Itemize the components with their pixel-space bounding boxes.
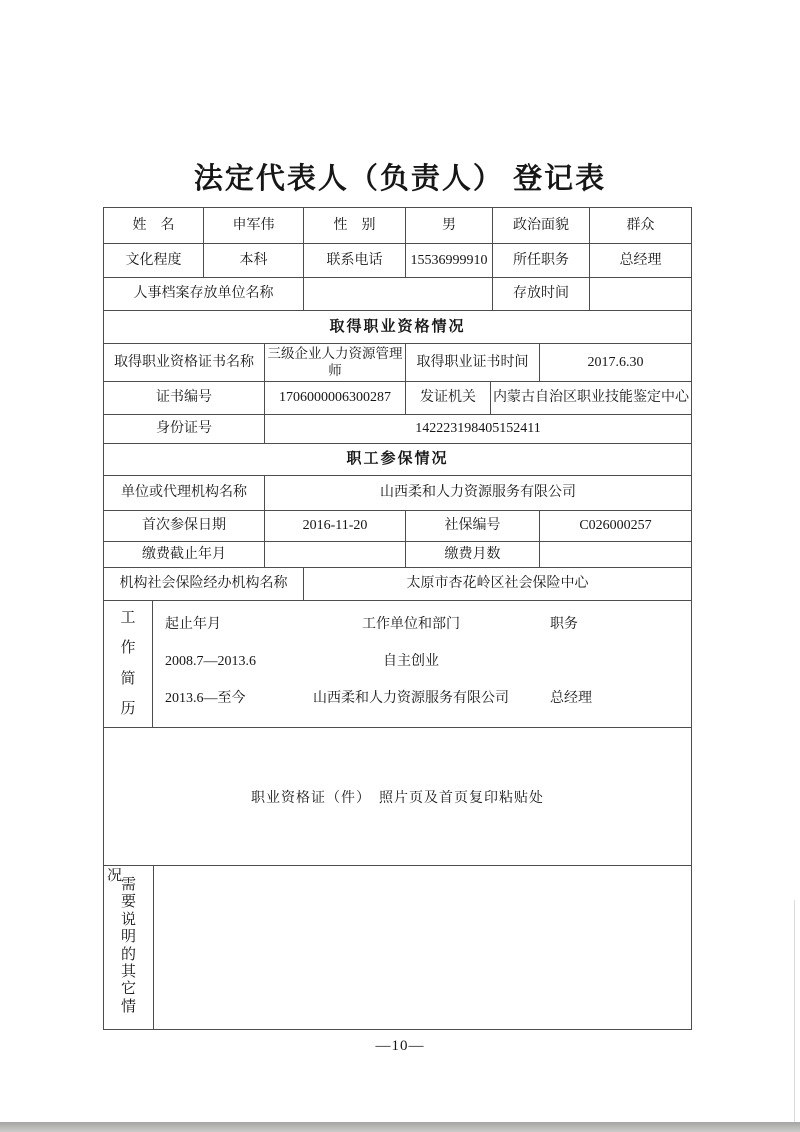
row-education-phone-position (104, 244, 691, 278)
ss-no-label: 社保编号 (406, 511, 540, 541)
issuer-value: 内蒙古自治区职业技能鉴定中心 (493, 390, 689, 406)
page-number: —10— (375, 1038, 425, 1054)
cert-name-label: 取得职业资格证书名称 (104, 344, 265, 381)
insurance-section-title: 职工参保情况 (346, 451, 449, 468)
education-label: 文化程度 (104, 244, 204, 277)
work-period: 2008.7—2013.6 (165, 653, 256, 669)
notes-label-char: 明 (121, 929, 137, 946)
qualification-section-title: 取得职业资格情况 (329, 318, 466, 335)
form-title: 法定代表人（负责人） 登记表 (193, 163, 607, 195)
political-value: 群众 (626, 217, 655, 233)
registration-form-table (103, 207, 692, 1030)
work-history-row (153, 643, 691, 680)
gender-label: 性 别 (304, 208, 406, 243)
archive-value (304, 278, 493, 310)
row-notes (104, 866, 691, 1029)
work-col-employer: 工作单位和部门 (362, 616, 460, 632)
pay-until-value (265, 542, 406, 567)
work-history-side-char: 作 (120, 640, 136, 657)
notes-label-stack (121, 877, 136, 1016)
political-label: 政治面貌 (493, 208, 590, 243)
row-archive (104, 278, 691, 311)
agency-value: 太原市杏花岭区社会保险中心 (406, 576, 589, 592)
insurance-org-value: 山西柔和人力资源服务有限公司 (380, 485, 576, 501)
work-employer: 山西柔和人力资源服务有限公司 (313, 690, 509, 706)
row-name-gender-political (104, 208, 691, 244)
notes-side-label (104, 866, 154, 1029)
name-label: 姓 名 (104, 208, 204, 243)
pay-until-label: 缴费截止年月 (104, 542, 265, 567)
row-insurance-org (104, 476, 691, 511)
pay-months-value (540, 542, 691, 567)
work-history-side-char: 工 (120, 610, 136, 626)
work-col-position: 职务 (550, 616, 578, 632)
id-value: 142223198405152411 (415, 421, 541, 437)
notes-label-char: 其 (121, 964, 137, 981)
cert-no-value: 1706000006300287 (265, 382, 406, 414)
row-cert-no-issuer (104, 382, 691, 415)
work-history-side-char: 简 (120, 670, 136, 687)
cert-time-label: 取得职业证书时间 (406, 344, 540, 381)
pay-months-label: 缴费月数 (406, 542, 540, 567)
work-history-side-label (104, 601, 153, 727)
row-insurance-agency (104, 568, 691, 601)
work-position: 总经理 (550, 690, 592, 706)
position-value: 总经理 (619, 252, 662, 268)
row-qualification-header (104, 311, 691, 344)
name-value: 申军伟 (204, 208, 304, 243)
notes-label-char: 需 (121, 877, 137, 893)
issuer-label: 发证机关 (406, 382, 491, 414)
work-period: 2013.6—至今 (165, 690, 246, 706)
work-employer: 自主创业 (383, 653, 439, 669)
insurance-org-label: 单位或代理机构名称 (104, 476, 265, 510)
row-first-date-ssno (104, 511, 691, 542)
phone-label: 联系电话 (304, 244, 406, 277)
row-photo-area (104, 728, 691, 866)
notes-label-char: 它 (121, 981, 137, 998)
row-cert-name-time (104, 344, 691, 382)
id-label: 身份证号 (104, 415, 265, 443)
notes-label-char: 的 (121, 946, 137, 963)
storage-time-value (590, 278, 691, 310)
first-date-label: 首次参保日期 (104, 511, 265, 541)
row-work-history (104, 601, 691, 728)
storage-time-label: 存放时间 (493, 278, 590, 310)
ss-no-value: C026000257 (579, 518, 652, 534)
scanner-strip-artifact (0, 1122, 800, 1132)
cert-time-value: 2017.6.30 (587, 354, 644, 370)
first-date-value: 2016-11-20 (265, 511, 406, 541)
row-id-number (104, 415, 691, 444)
work-history-content (153, 601, 691, 727)
notes-label-char: 情 (121, 998, 137, 1015)
phone-value: 15536999910 (406, 244, 493, 277)
work-col-period: 起止年月 (165, 616, 221, 632)
work-history-side-char: 历 (120, 701, 136, 718)
row-insurance-header (104, 444, 691, 476)
row-pay-cutoff-months (104, 542, 691, 568)
agency-label: 机构社会保险经办机构名称 (104, 568, 304, 600)
cert-name-value: 三级企业人力资源管理师 (265, 344, 406, 381)
work-history-row (153, 680, 691, 717)
education-value: 本科 (204, 244, 304, 277)
position-label: 所任职务 (493, 244, 590, 277)
gender-value: 男 (406, 208, 493, 243)
notes-content (154, 866, 691, 1029)
notes-label-char: 要 (121, 894, 137, 911)
notes-wrapped-char: 况 (107, 868, 123, 884)
archive-label: 人事档案存放单位名称 (104, 278, 304, 310)
notes-label-char: 说 (121, 911, 137, 928)
scan-edge-artifact (794, 900, 795, 1122)
work-history-columns-row (153, 606, 691, 643)
photo-paste-caption: 职业资格证（件） 照片页及首页复印粘贴处 (251, 791, 544, 807)
cert-no-label: 证书编号 (104, 382, 265, 414)
